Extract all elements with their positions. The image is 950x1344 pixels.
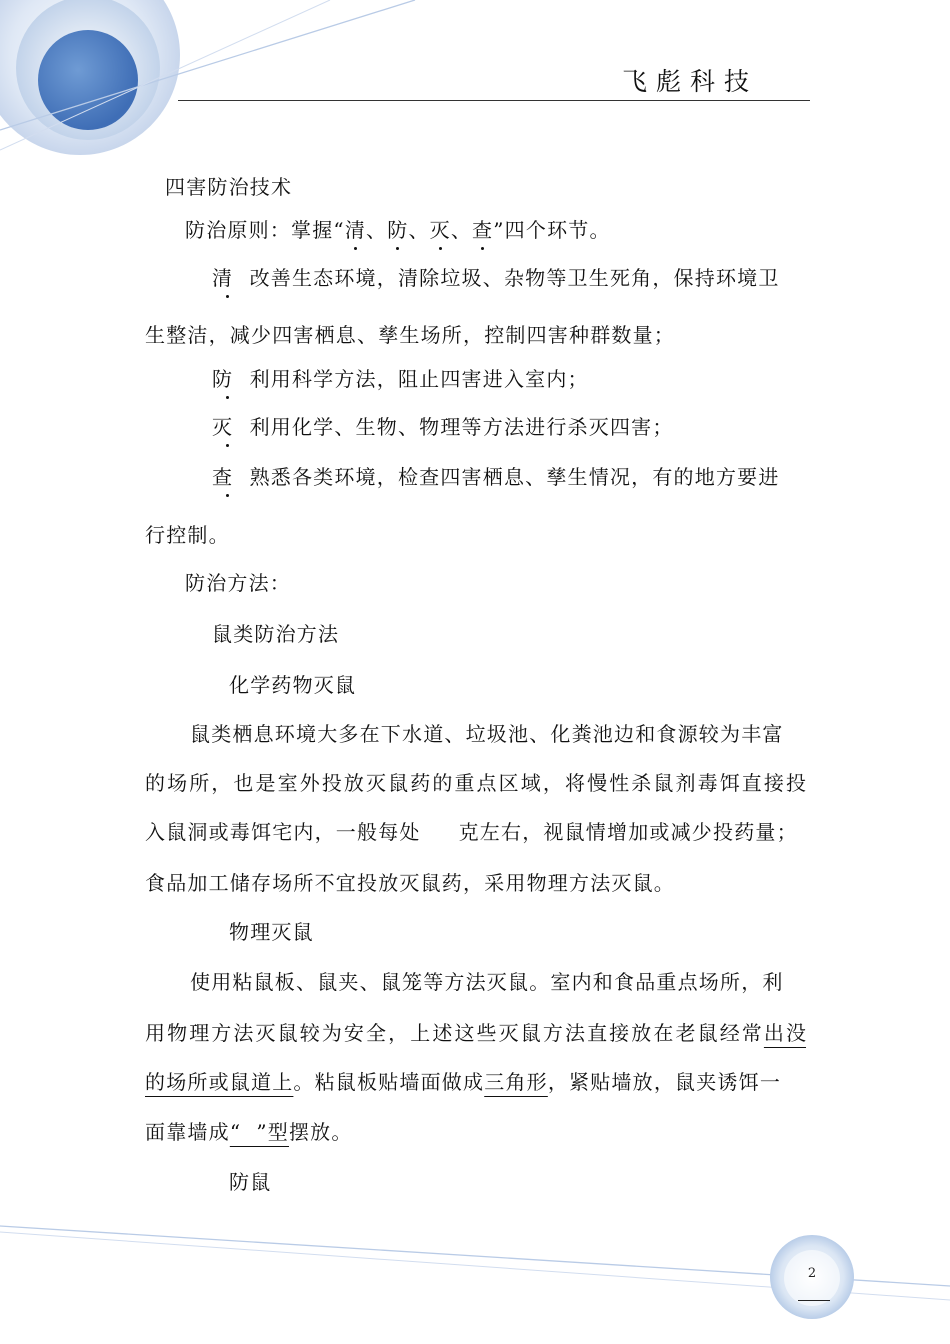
cha-line-1: 查 熟悉各类环境，检查四害栖息、孳生情况，有的地方要进	[212, 465, 780, 489]
underline-sanjiaoxing: 三角形	[484, 1070, 548, 1094]
header-company-name: 飞彪科技	[622, 67, 759, 96]
principle-line: 防治原则：掌握“清、防、灭、查”四个环节。	[185, 218, 611, 242]
methods-title: 防治方法：	[185, 571, 291, 595]
term-fang: 防	[212, 367, 242, 391]
chemical-line-1: 鼠类栖息环境大多在下水道、垃圾池、化粪池边和食源较为丰富	[190, 722, 784, 746]
header-rule	[178, 100, 810, 101]
chemical-line-4: 食品加工储存场所不宜投放灭鼠药，采用物理方法灭鼠。	[145, 871, 675, 895]
chemical-title: 化学药物灭鼠	[229, 673, 357, 697]
header-circle-inner	[38, 30, 138, 130]
cha-line-2: 行控制。	[145, 523, 230, 547]
mie-line: 灭 利用化学、生物、物理等方法进行杀灭四害；	[212, 415, 674, 439]
underline-shudao: 的场所或鼠道上	[145, 1070, 294, 1094]
underline-shape: “ ”型	[229, 1120, 289, 1144]
prevent-title: 防鼠	[229, 1170, 272, 1194]
chemical-line-2: 的场所，也是室外投放灭鼠药的重点区域，将慢性杀鼠剂毒饵直接投	[145, 771, 806, 795]
keyword-fang: 防	[387, 218, 409, 242]
page-number: 2	[807, 1266, 817, 1281]
physical-line-4: 面靠墙成“ ”型摆放。	[145, 1120, 353, 1144]
physical-title: 物理灭鼠	[229, 920, 314, 944]
rodent-title: 鼠类防治方法	[212, 622, 340, 646]
term-qing: 清	[212, 266, 242, 290]
physical-line-1: 使用粘鼠板、鼠夹、鼠笼等方法灭鼠。室内和食品重点场所，利	[190, 970, 784, 994]
qing-line-2: 生整洁，减少四害栖息、孳生场所，控制四害种群数量；	[145, 323, 675, 347]
fang-line: 防 利用科学方法，阻止四害进入室内；	[212, 367, 589, 391]
qing-line-1: 清 改善生态环境，清除垃圾、杂物等卫生死角，保持环境卫	[212, 266, 780, 290]
physical-line-3: 的场所或鼠道上。粘鼠板贴墙面做成三角形，紧贴墙放，鼠夹诱饵一	[145, 1070, 782, 1094]
section-title: 四害防治技术	[165, 175, 293, 199]
page-number-rule	[798, 1300, 830, 1301]
keyword-cha: 查	[472, 218, 494, 242]
keyword-qing: 清	[344, 218, 367, 242]
term-mie: 灭	[212, 415, 242, 439]
physical-line-2: 用物理方法灭鼠较为安全，上述这些灭鼠方法直接放在老鼠经常出没	[145, 1021, 807, 1045]
term-cha: 查	[212, 465, 242, 489]
keyword-mie: 灭	[429, 218, 451, 242]
chemical-line-3: 入鼠洞或毒饵宅内，一般每处 克左右，视鼠情增加或减少投药量；	[145, 820, 798, 844]
underline-chumo: 出没	[763, 1021, 807, 1045]
